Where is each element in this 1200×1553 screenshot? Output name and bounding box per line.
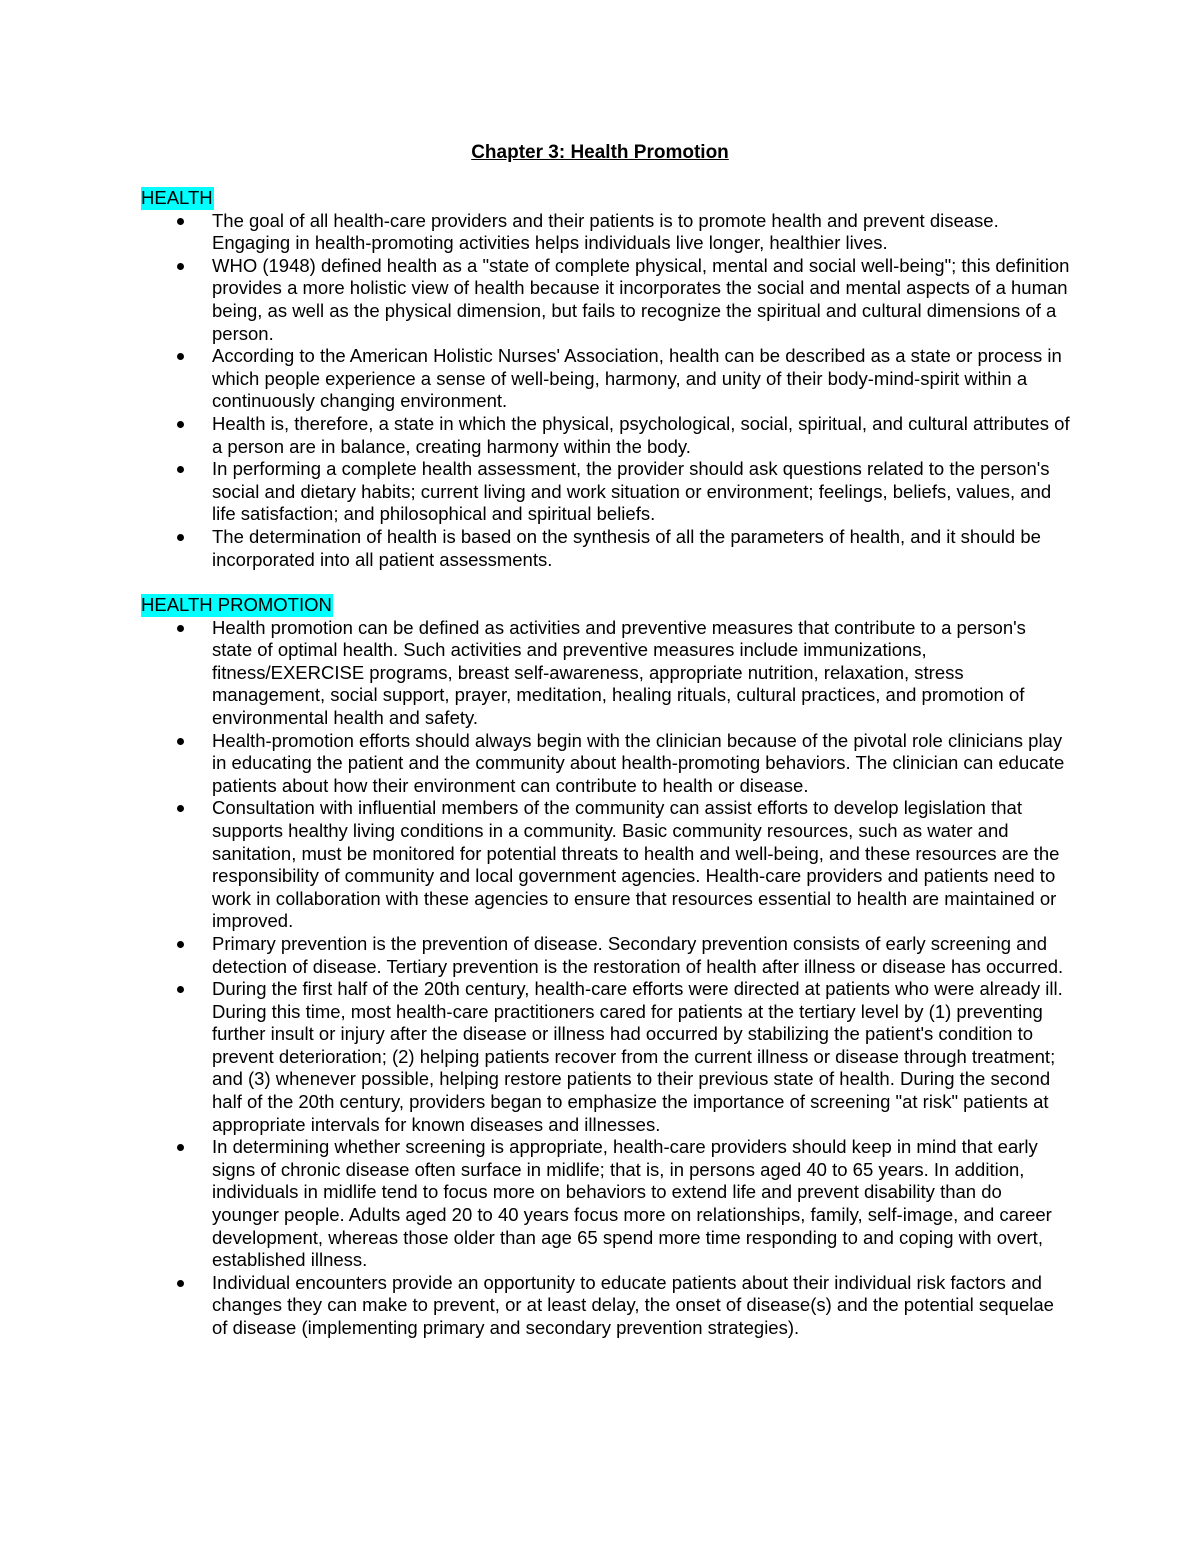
list-item bbox=[141, 413, 1071, 458]
list-item-text: In performing a complete health assessment, the provider should ask questions related to the person's social and dietary habits; current living and work situation or environment; feelings, beliefs, values, and life satisfaction; and philosophical and spiritual beliefs. bbox=[212, 458, 1052, 525]
bullet-list bbox=[141, 210, 1071, 572]
section-heading-highlighted: HEALTH bbox=[141, 187, 213, 208]
list-item bbox=[141, 797, 1071, 933]
section-health bbox=[141, 187, 1071, 571]
list-item-text: Consultation with influential members of the community can assist efforts to develop legislation that supports healthy living conditions in a community. Basic community resources, such as water and sanitation, must be monitored for potential threats to health and well-being, and these resources are the responsibility of community and local government agencies. Health-care providers and patients need to work in collaboration with these agencies to ensure that resources essential to health are maintained or improved. bbox=[212, 797, 1060, 932]
list-item bbox=[141, 458, 1071, 526]
list-item bbox=[141, 978, 1071, 1136]
bullet-icon bbox=[177, 941, 184, 948]
bullet-icon bbox=[177, 1144, 184, 1151]
page-title: Chapter 3: Health Promotion bbox=[471, 142, 729, 163]
bullet-icon bbox=[177, 738, 184, 745]
section-heading-highlighted: HEALTH PROMOTION bbox=[141, 594, 332, 615]
list-item-text: During the first half of the 20th century, health-care efforts were directed at patients who were already ill. During this time, most health-care practitioners cared for patients at the tertiary level by (1) preventing further insult or injury after the disease or illness had occurred by stabilizing the patient's condition to prevent deterioration; (2) helping patients recover from the current illness or disease through treatment; and (3) whenever possible, helping restore patients to their previous state of health. During the second half of the 20th century, providers began to emphasize the importance of screening "at risk" patients at appropriate intervals for known diseases and illnesses. bbox=[212, 978, 1063, 1135]
list-item bbox=[141, 345, 1071, 413]
list-item bbox=[141, 730, 1071, 798]
bullet-icon bbox=[177, 625, 184, 632]
list-item-text: Individual encounters provide an opportunity to educate patients about their individual risk factors and changes they can make to prevent, or at least delay, the onset of disease(s) and the potential sequelae of disease (implementing primary and secondary prevention strategies). bbox=[212, 1271, 1054, 1338]
bullet-list bbox=[141, 617, 1071, 1340]
list-item bbox=[141, 1272, 1071, 1340]
list-item-text: Health-promotion efforts should always begin with the clinician because of the pivotal role clinicians play in educating the patient and the community about health-promoting behaviors. The clinician can educate patients about how their environment can contribute to health or disease. bbox=[212, 729, 1065, 796]
list-item bbox=[141, 210, 1071, 255]
list-item bbox=[141, 1136, 1071, 1272]
list-item-text: In determining whether screening is appropriate, health-care providers should keep in mind that early signs of chronic disease often surface in midlife; that is, in persons aged 40 to 65 years. In addition, individuals in midlife tend to focus more on behaviors to extend life and prevent disability than do younger people. Adults aged 20 to 40 years focus more on relationships, family, self-image, and career development, whereas those older than age 65 spend more time responding to and coping with overt, established illness. bbox=[212, 1136, 1052, 1271]
list-item bbox=[141, 617, 1071, 730]
list-item bbox=[141, 255, 1071, 345]
list-item-text: According to the American Holistic Nurses' Association, health can be described as a state or process in which people experience a sense of well-being, harmony, and unity of their body-mind-spirit within a continuously changing environment. bbox=[212, 345, 1062, 412]
bullet-icon bbox=[177, 534, 184, 541]
bullet-icon bbox=[177, 1280, 184, 1287]
section-health-promotion bbox=[141, 594, 1071, 1340]
bullet-icon bbox=[177, 353, 184, 360]
list-item-text: The determination of health is based on the synthesis of all the parameters of health, and it should be incorporated into all patient assessments. bbox=[212, 525, 1041, 570]
list-item bbox=[141, 933, 1071, 978]
list-item-text: Primary prevention is the prevention of disease. Secondary prevention consists of early screening and detection of disease. Tertiary prevention is the restoration of health after illness or disease has occurred. bbox=[212, 932, 1064, 977]
list-item-text: Health promotion can be defined as activities and preventive measures that contribute to a person's state of optimal health. Such activities and preventive measures include immunizations, fitness/EXERCISE programs, breast self-awareness, appropriate nutrition, relaxation, stress management, social support, prayer, meditation, healing rituals, cultural practices, and promotion of environmental health and safety. bbox=[212, 616, 1026, 728]
bullet-icon bbox=[177, 466, 184, 473]
bullet-icon bbox=[177, 805, 184, 812]
list-item-text: The goal of all health-care providers and their patients is to promote health and prevent disease. Engaging in health-promoting activities helps individuals live longer, healthier lives. bbox=[212, 209, 999, 254]
list-item-text: Health is, therefore, a state in which the physical, psychological, social, spiritual, and cultural attributes of a person are in balance, creating harmony within the body. bbox=[212, 412, 1070, 457]
bullet-icon bbox=[177, 218, 184, 225]
list-item-text: WHO (1948) defined health as a "state of complete physical, mental and social well-being"; this definition provides a more holistic view of health because it incorporates the social and mental aspects of a human being, as well as the physical dimension, but fails to recognize the spiritual and cultural dimensions of a person. bbox=[212, 254, 1070, 344]
bullet-icon bbox=[177, 986, 184, 993]
list-item bbox=[141, 526, 1071, 571]
bullet-icon bbox=[177, 421, 184, 428]
bullet-icon bbox=[177, 263, 184, 270]
